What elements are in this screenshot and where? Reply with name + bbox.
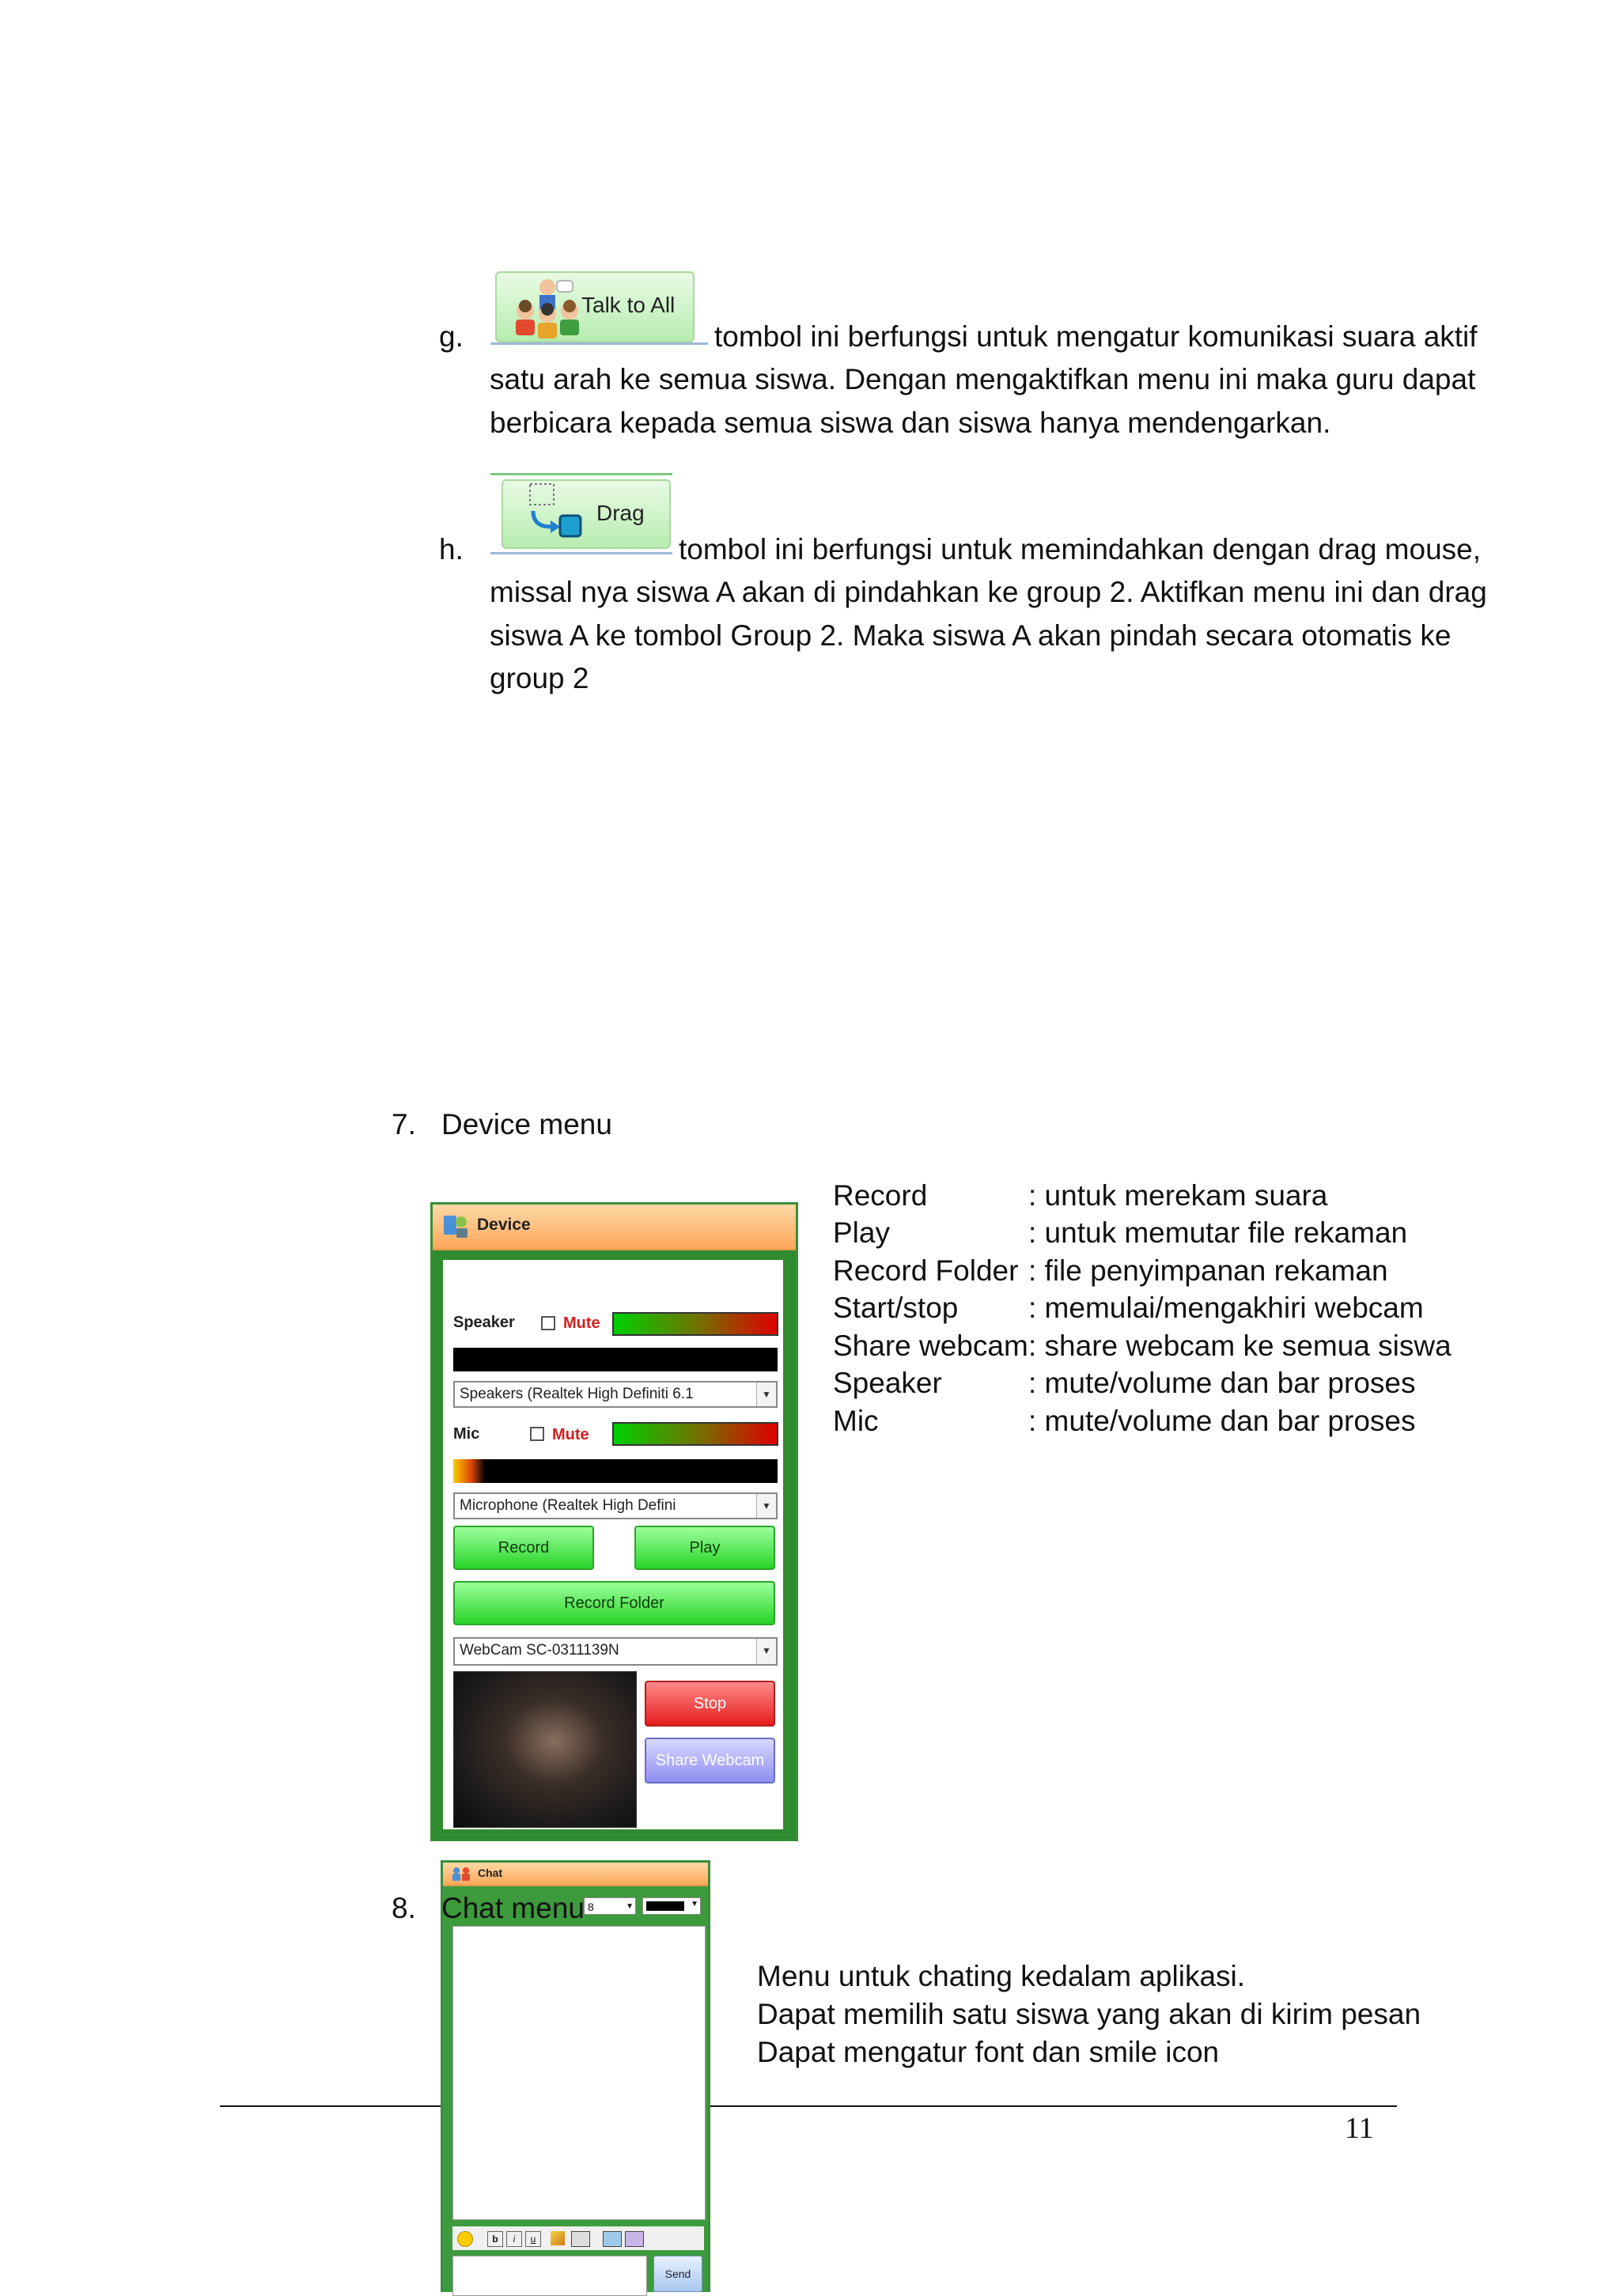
mic-label: Mic bbox=[453, 1425, 480, 1443]
speaker-label: Speaker bbox=[453, 1314, 515, 1331]
definition-desc: : mute/volume dan bar proses bbox=[1028, 1367, 1416, 1399]
item-g-text-line3: berbicara kepada semua siswa dan siswa hanya mendengarkan. bbox=[490, 407, 1331, 439]
speaker-mute-label: Mute bbox=[563, 1314, 600, 1332]
item-h-marker: h. bbox=[439, 533, 464, 565]
section-8-line3: Dapat mengatur font dan smile icon bbox=[757, 2036, 1220, 2068]
chat-message-area[interactable] bbox=[452, 1926, 706, 2220]
italic-icon[interactable]: i bbox=[506, 2231, 522, 2247]
chat-input[interactable] bbox=[452, 2256, 647, 2296]
device-window-title: Device bbox=[477, 1216, 531, 1234]
device-window bbox=[430, 1202, 798, 1841]
stop-button[interactable]: Stop bbox=[645, 1681, 775, 1727]
font-size-select[interactable] bbox=[584, 1897, 636, 1915]
mic-mute-checkbox[interactable] bbox=[530, 1427, 544, 1441]
mic-device-value: Microphone (Realtek High Defini bbox=[460, 1497, 676, 1514]
record-folder-button[interactable]: Record Folder bbox=[453, 1581, 775, 1625]
section-7-number: 7. bbox=[392, 1108, 416, 1140]
definition-desc: : share webcam ke semua siswa bbox=[1028, 1330, 1452, 1362]
definition-term: Mic bbox=[833, 1405, 879, 1437]
section-8-line2: Dapat memilih satu siswa yang akan di kirim pesan bbox=[757, 1998, 1421, 2030]
font-size-value: 8 bbox=[588, 1901, 594, 1913]
webcam-device-value: WebCam SC-0311139N bbox=[460, 1642, 619, 1659]
mic-mute-label: Mute bbox=[552, 1426, 589, 1443]
send-button[interactable]: Send bbox=[653, 2256, 702, 2292]
chevron-down-icon: ▼ bbox=[756, 1639, 776, 1664]
speaker-device-value: Speakers (Realtek High Definiti 6.1 bbox=[460, 1386, 694, 1402]
speaker-level-bar bbox=[453, 1348, 778, 1371]
page-number: 11 bbox=[1345, 2112, 1374, 2145]
item-h-text-line1: tombol ini berfungsi untuk memindahkan dengan drag mouse, bbox=[679, 533, 1482, 565]
chat-window-title: Chat bbox=[478, 1867, 503, 1879]
footer-rule-right bbox=[710, 2105, 1397, 2107]
device-app-icon bbox=[442, 1212, 469, 1239]
definition-desc: : untuk memutar file rekaman bbox=[1028, 1216, 1408, 1249]
smile-icon[interactable] bbox=[457, 2231, 473, 2247]
screen-icon[interactable] bbox=[603, 2231, 622, 2247]
speaker-volume-slider[interactable] bbox=[612, 1312, 778, 1336]
brush-icon[interactable] bbox=[551, 2231, 565, 2245]
webcam-device-select[interactable] bbox=[453, 1637, 778, 1666]
group-people-icon bbox=[508, 273, 587, 341]
definition-desc: : file penyimpanan rekaman bbox=[1028, 1254, 1388, 1287]
window-icon[interactable] bbox=[571, 2231, 590, 2247]
bold-icon[interactable]: b bbox=[487, 2231, 503, 2247]
chevron-down-icon: ▼ bbox=[626, 1902, 634, 1911]
definition-term: Play bbox=[833, 1216, 890, 1249]
mic-device-select[interactable] bbox=[453, 1492, 778, 1519]
item-g-text-line2: satu arah ke semua siswa. Dengan mengaktifkan menu ini maka guru dapat bbox=[490, 363, 1476, 395]
play-button[interactable]: Play bbox=[634, 1526, 775, 1570]
item-h-text-line2: missal nya siswa A akan di pindahkan ke group 2. Aktifkan menu ini dan drag bbox=[490, 576, 1487, 608]
item-h-text-line3: siswa A ke tombol Group 2. Maka siswa A akan pindah secara otomatis ke bbox=[490, 619, 1452, 652]
section-8-number: 8. bbox=[392, 1892, 416, 1924]
chat-window-titlebar bbox=[443, 1863, 708, 1886]
item-h-text-line4: group 2 bbox=[490, 662, 589, 694]
webcam-preview bbox=[453, 1671, 637, 1828]
definition-desc: : memulai/mengakhiri webcam bbox=[1028, 1292, 1424, 1324]
device-window-titlebar bbox=[433, 1205, 796, 1250]
speaker-device-select[interactable] bbox=[453, 1381, 778, 1408]
device-window-body bbox=[443, 1260, 783, 1829]
item-g-text-line1: tombol ini berfungsi untuk mengatur komunikasi suara aktif bbox=[714, 320, 1478, 353]
record-button[interactable]: Record bbox=[453, 1526, 594, 1570]
definition-term: Start/stop bbox=[833, 1292, 959, 1324]
definition-desc: : mute/volume dan bar proses bbox=[1028, 1405, 1416, 1437]
item-g-marker: g. bbox=[439, 320, 464, 353]
share-webcam-button[interactable]: Share Webcam bbox=[645, 1738, 775, 1783]
font-color-select[interactable] bbox=[642, 1897, 701, 1915]
definition-term: Record bbox=[833, 1179, 928, 1212]
definition-term: Speaker bbox=[833, 1367, 942, 1399]
chevron-down-icon: ▼ bbox=[691, 1900, 698, 1908]
chevron-down-icon: ▼ bbox=[756, 1494, 776, 1518]
chevron-down-icon: ▼ bbox=[756, 1383, 776, 1406]
footer-rule-left bbox=[220, 2105, 441, 2107]
underline-icon[interactable]: u bbox=[525, 2231, 541, 2247]
definition-term: Record Folder bbox=[833, 1254, 1019, 1287]
chat-format-toolbar bbox=[452, 2226, 704, 2250]
mic-volume-slider[interactable] bbox=[612, 1422, 778, 1446]
people-icon bbox=[451, 1866, 471, 1882]
user-icon[interactable] bbox=[625, 2231, 644, 2247]
section-8-line1: Menu untuk chating kedalam aplikasi. bbox=[757, 1960, 1246, 1992]
section-8-title: Chat menu bbox=[441, 1892, 585, 1924]
definition-term: Share webcam bbox=[833, 1330, 1028, 1362]
section-7-title: Device menu bbox=[441, 1108, 612, 1140]
speaker-mute-checkbox[interactable] bbox=[541, 1316, 555, 1330]
mic-level-bar bbox=[453, 1459, 778, 1483]
drag-icon bbox=[522, 481, 585, 544]
definition-desc: : untuk merekam suara bbox=[1028, 1179, 1328, 1212]
